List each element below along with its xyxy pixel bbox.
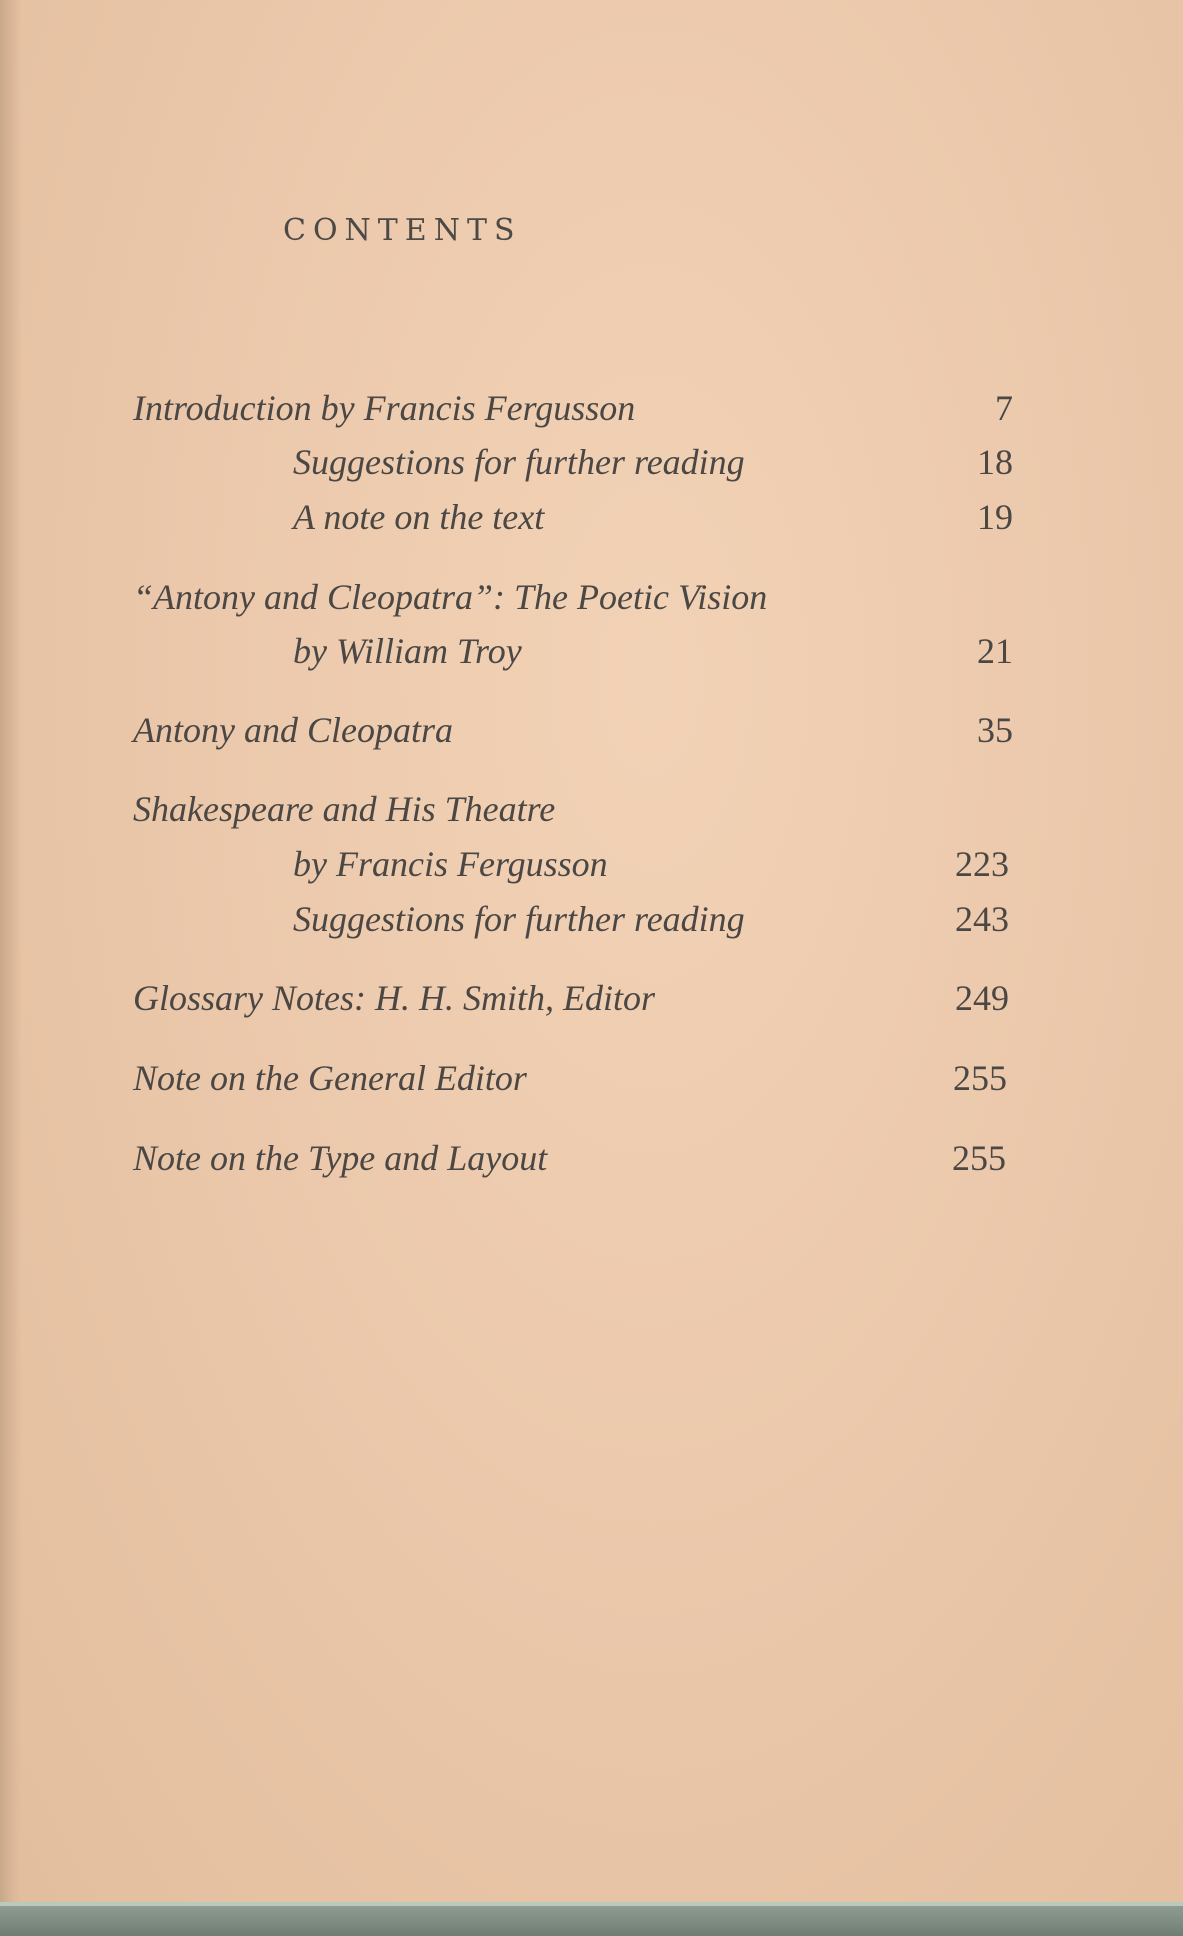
toc-entry-title: Shakespeare and His Theatre [133,789,556,829]
toc-entry-page: 21 [977,631,1013,671]
toc-entry-title: Suggestions for further reading [293,899,745,939]
toc-entry-title: by Francis Fergusson [293,844,608,884]
toc-entry-page: 255 [953,1058,1007,1098]
toc-entry-page: 243 [955,899,1009,939]
toc-entry-title: by William Troy [293,631,522,671]
page-title: CONTENTS [283,213,522,248]
toc-entry-page: 223 [955,844,1009,884]
toc-entry-title: Suggestions for further reading [293,442,745,482]
toc-entry-title: Introduction by Francis Fergusson [133,388,636,428]
toc-entry-title: “Antony and Cleopatra”: The Poetic Vision [133,577,768,617]
toc-entry-title: A note on the text [293,497,545,537]
toc-entry-page: 249 [955,978,1009,1018]
toc-entry-page: 18 [977,442,1013,482]
toc-entry-title: Note on the General Editor [133,1058,527,1098]
toc-entry-title: Antony and Cleopatra [133,710,453,750]
toc-entry-page: 19 [977,497,1013,537]
toc-entry-page: 7 [995,388,1013,428]
toc-entry-page: 255 [952,1138,1006,1178]
toc-entry-title: Glossary Notes: H. H. Smith, Editor [133,978,655,1018]
toc-entry-page: 35 [977,710,1013,750]
toc-entry-title: Note on the Type and Layout [133,1138,548,1178]
